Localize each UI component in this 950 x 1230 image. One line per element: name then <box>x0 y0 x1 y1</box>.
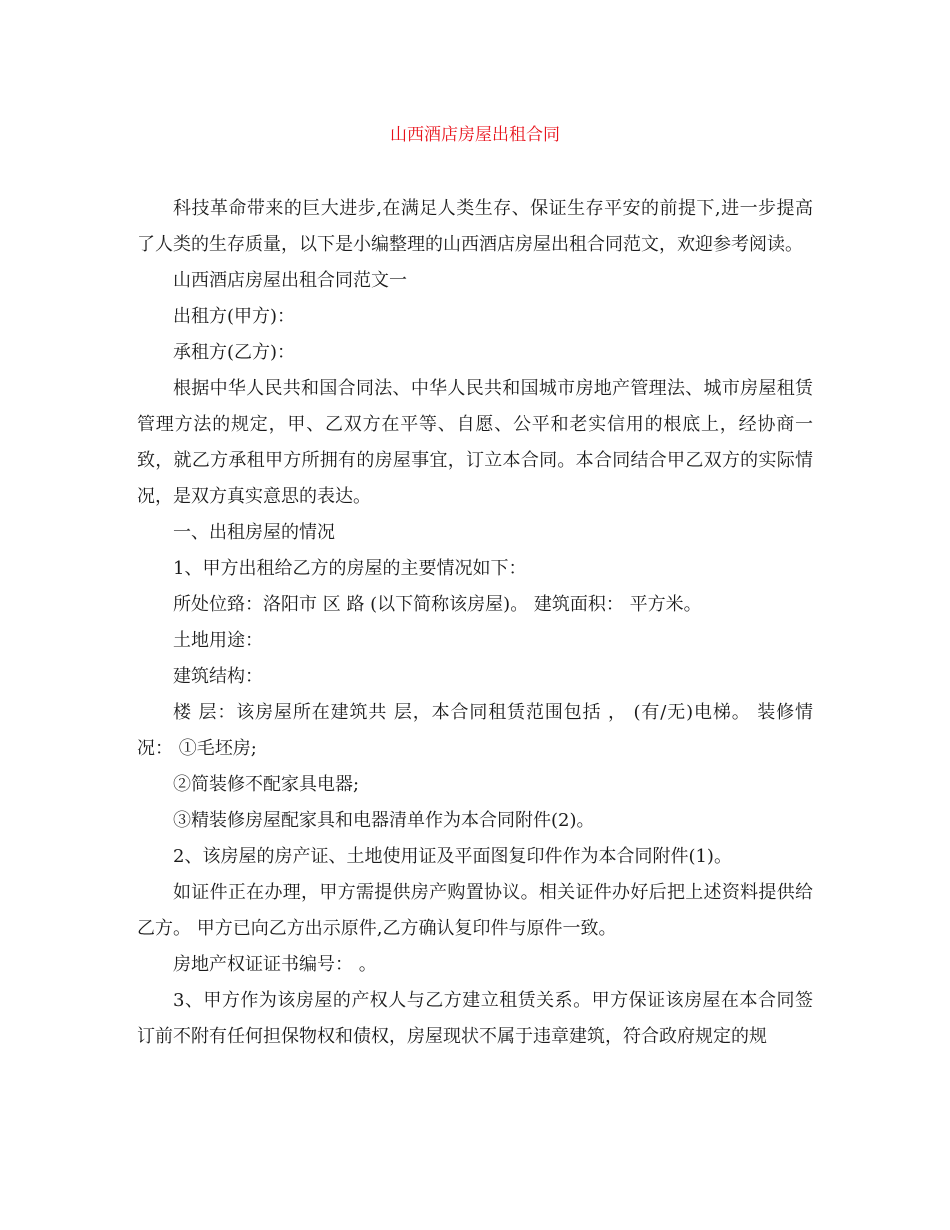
paragraph-fine-decoration: ③精装修房屋配家具和电器清单作为本合同附件(2)。 <box>173 810 595 831</box>
paragraph-intro: 科技革命带来的巨大进步,在满足人类生存、保证生存平安的前提下,进一步提高了人类的生存质量，以下是小编整理的山西酒店房屋出租合同范文，欢迎参考阅读。 <box>137 198 813 255</box>
paragraph-clause-heading: 一、出租房屋的情况 <box>173 522 335 543</box>
paragraph-lessee: 承租方(乙方)： <box>173 342 296 363</box>
paragraph-basis: 根据中华人民共和国合同法、中华人民共和国城市房地产管理法、城市房屋租赁管理方法的规定，甲、乙双方在平等、自愿、公平和老实信用的根底上，经协商一致，就乙方承租甲方所拥有的房屋事宜，订立本合同。本合同结合甲乙双方的实际情况，是双方真实意思的表达。 <box>137 378 813 507</box>
paragraph-floor: 楼 层：该房屋所在建筑共 层，本合同租赁范围包括 ， (有/无)电梯。 装修情况： ①毛坯房; <box>137 702 813 759</box>
paragraph-clause-1: 1、甲方出租给乙方的房屋的主要情况如下： <box>173 558 527 579</box>
paragraph-clause-3: 3、甲方作为该房屋的产权人与乙方建立租赁关系。甲方保证该房屋在本合同签订前不附有任何担保物权和债权，房屋现状不属于违章建筑，符合政府规定的规 <box>137 990 813 1047</box>
paragraph-structure: 建筑结构： <box>173 666 263 687</box>
paragraph-lessor: 出租方(甲方)： <box>173 306 296 327</box>
paragraph-simple-decoration: ②简装修不配家具电器; <box>173 774 360 795</box>
paragraph-certificate: 如证件正在办理，甲方需提供房产购置协议。相关证件办好后把上述资料提供给乙方。 甲方已向乙方出示原件,乙方确认复印件与原件一致。 <box>137 882 813 939</box>
document-body <box>137 191 813 1055</box>
paragraph-cert-number: 房地产权证证书编号： 。 <box>173 954 377 975</box>
paragraph-land-use: 土地用途： <box>173 630 263 651</box>
paragraph-clause-2: 2、该房屋的房产证、土地使用证及平面图复印件作为本合同附件(1)。 <box>173 846 732 867</box>
paragraph-location: 所处位臵：洛阳市 区 路 (以下简称该房屋)。 建筑面积： 平方米。 <box>173 594 702 615</box>
document-title: 山西酒店房屋出租合同 <box>390 125 560 145</box>
paragraph-section-heading: 山西酒店房屋出租合同范文一 <box>173 270 407 291</box>
